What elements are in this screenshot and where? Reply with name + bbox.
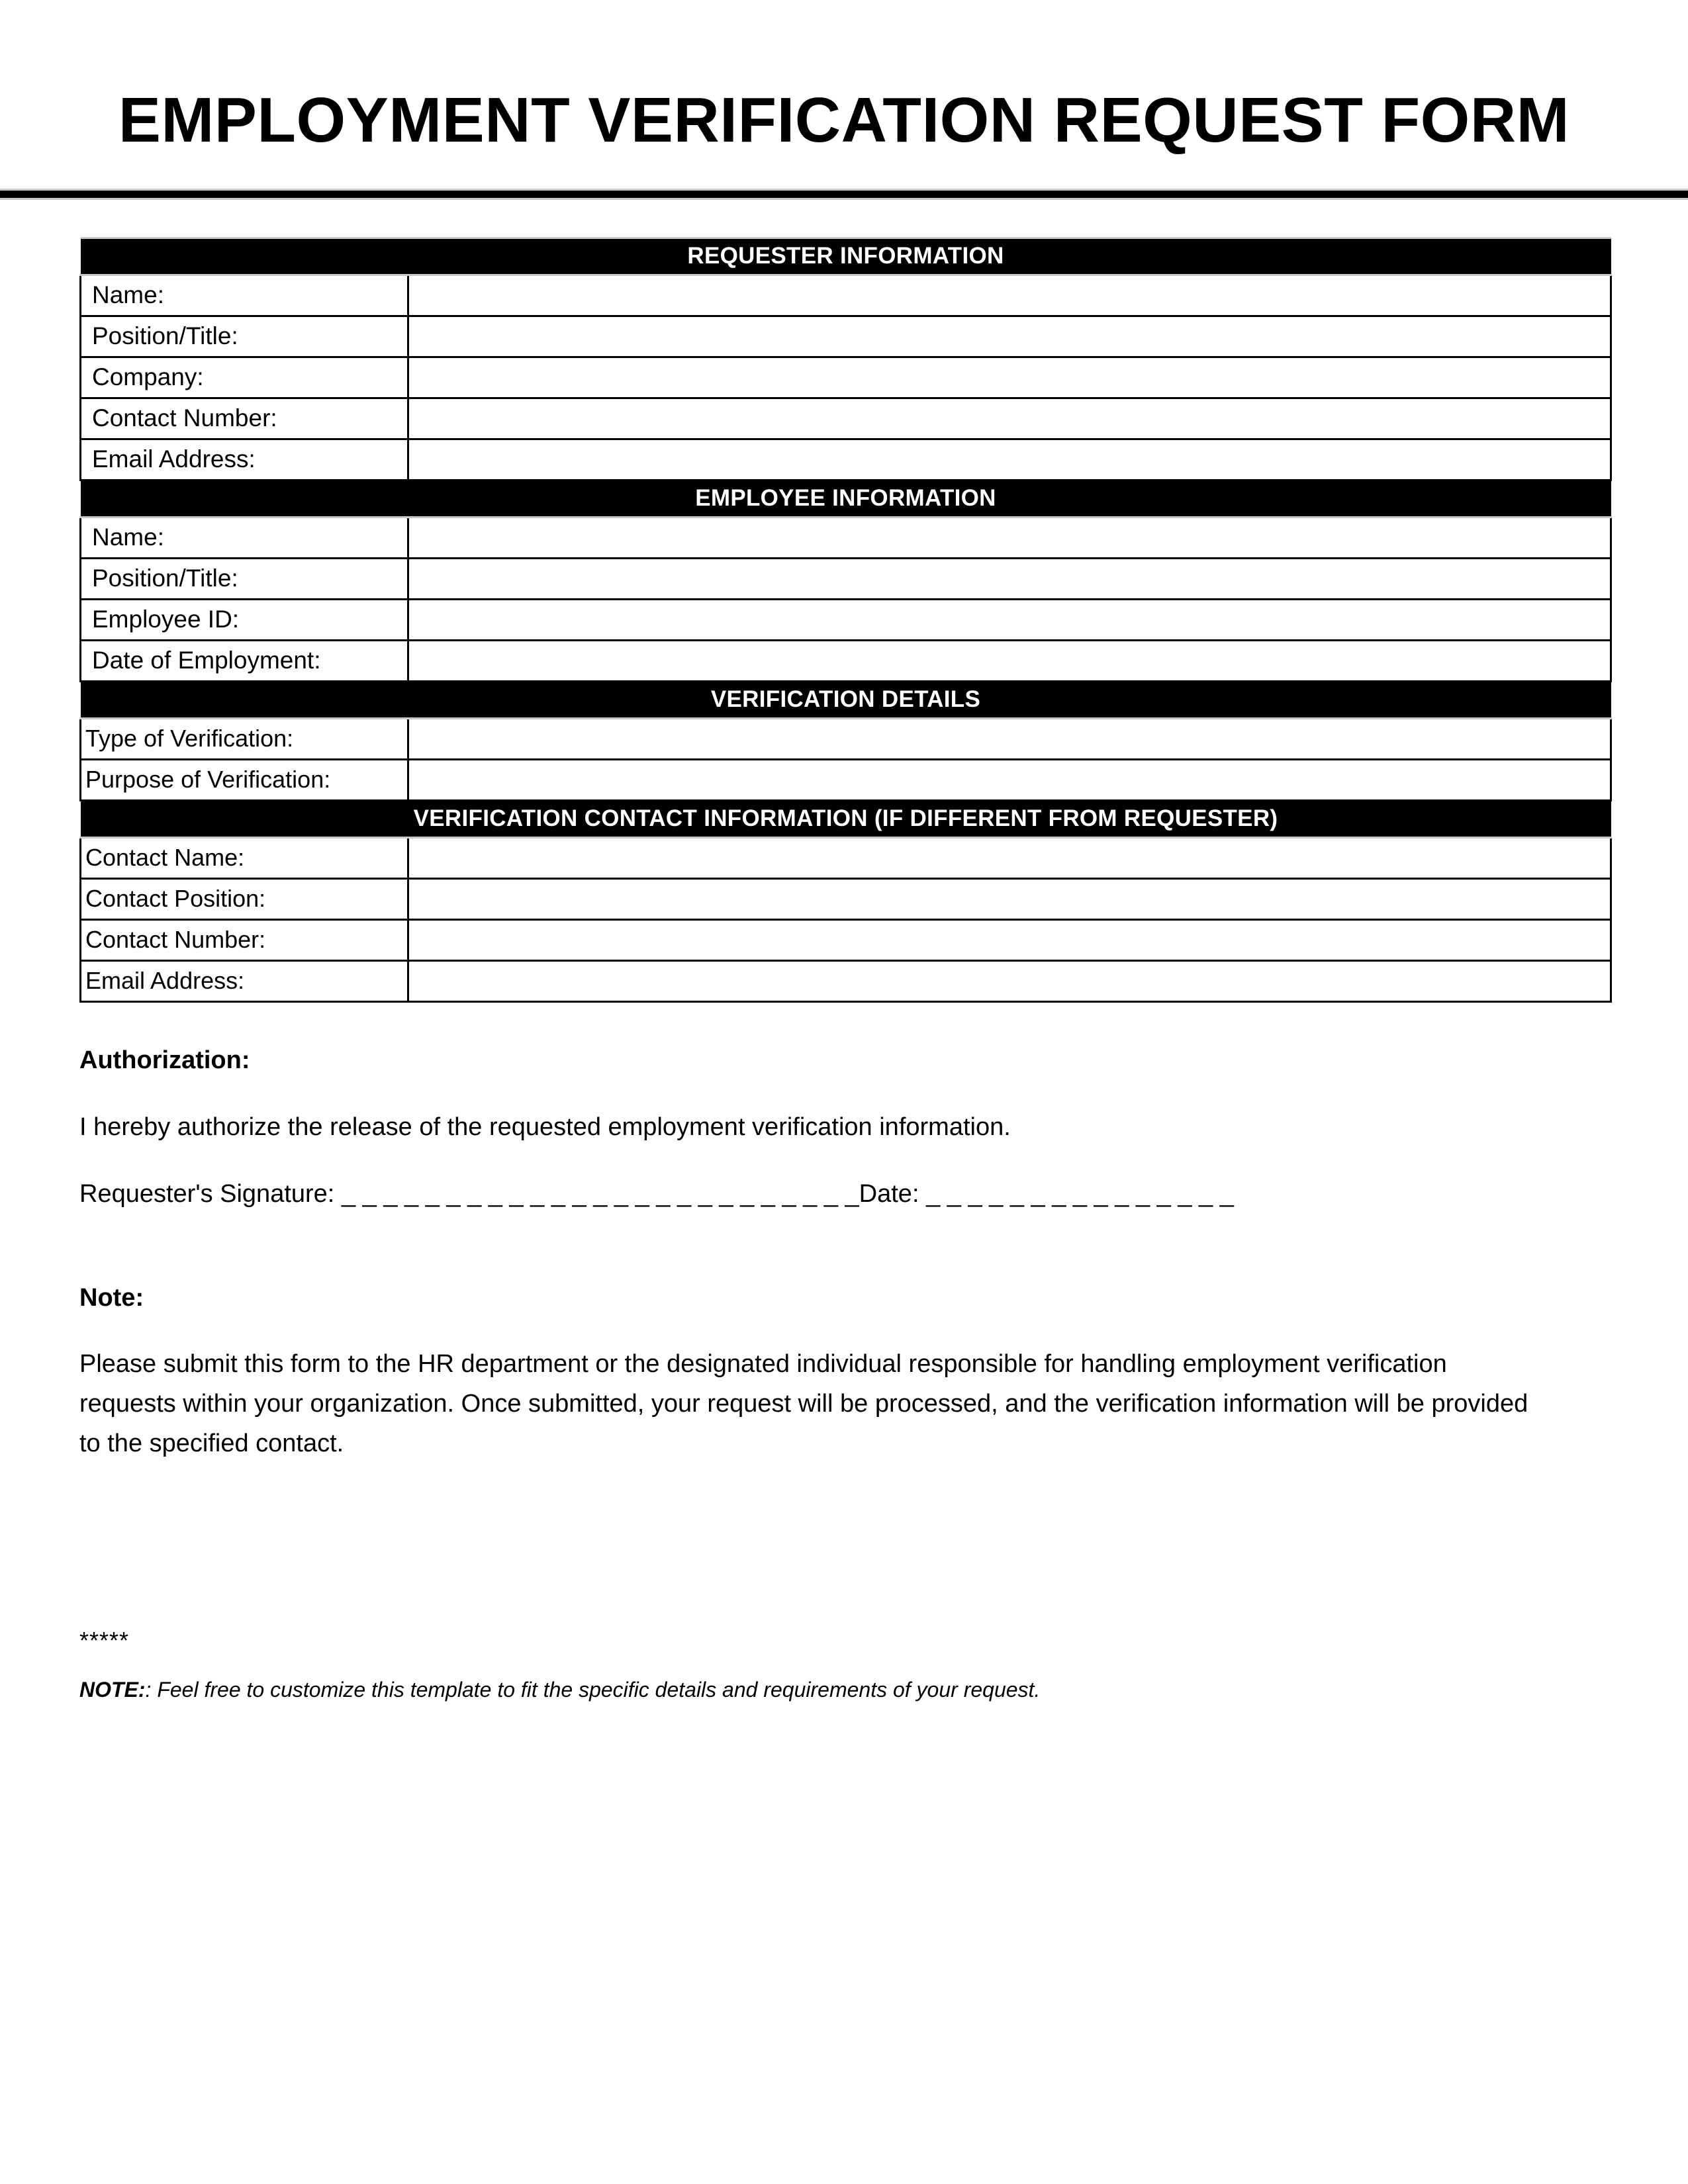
field-input-contact-name[interactable] xyxy=(408,837,1611,878)
signature-line-row xyxy=(79,1180,1609,1208)
section-header-label: EMPLOYEE INFORMATION xyxy=(81,480,1611,517)
table-row xyxy=(81,919,1611,960)
field-label: Contact Number: xyxy=(81,398,408,439)
field-input-employee-position[interactable] xyxy=(408,558,1611,599)
table-row xyxy=(81,439,1611,480)
field-label: Email Address: xyxy=(81,960,408,1001)
field-label: Purpose of Verification: xyxy=(81,759,408,800)
field-label: Contact Number: xyxy=(81,919,408,960)
table-row xyxy=(81,357,1611,398)
section-header-employee-information xyxy=(81,480,1611,517)
section-header-label: VERIFICATION DETAILS xyxy=(81,681,1611,718)
field-input-requester-name[interactable] xyxy=(408,275,1611,316)
field-input-contact-number[interactable] xyxy=(408,919,1611,960)
field-input-employee-name[interactable] xyxy=(408,517,1611,558)
footer-note xyxy=(79,1675,1609,1705)
note-body-text: Please submit this form to the HR department or the designated individual responsible for handling employment verification requests within your organization. Once submitted, your request will be processed, and the verification information will be provided to the specified contact. xyxy=(79,1349,1528,1457)
section-header-verification-contact-information xyxy=(81,800,1611,837)
field-label: Company: xyxy=(81,357,408,398)
field-input-requester-contact-number[interactable] xyxy=(408,398,1611,439)
field-label: Employee ID: xyxy=(81,599,408,640)
authorization-heading: Authorization: xyxy=(79,1046,250,1074)
field-label: Name: xyxy=(81,517,408,558)
table-row xyxy=(81,599,1611,640)
field-label: Date of Employment: xyxy=(81,640,408,681)
field-label: Position/Title: xyxy=(81,316,408,357)
field-input-contact-position[interactable] xyxy=(408,878,1611,919)
note-heading: Note: xyxy=(79,1283,144,1312)
section-header-requester-information xyxy=(81,238,1611,275)
field-input-requester-position[interactable] xyxy=(408,316,1611,357)
field-input-requester-email[interactable] xyxy=(408,439,1611,480)
field-label: Type of Verification: xyxy=(81,718,408,759)
section-header-verification-details xyxy=(81,681,1611,718)
field-label: Position/Title: xyxy=(81,558,408,599)
page-title: EMPLOYMENT VERIFICATION REQUEST FORM xyxy=(118,85,1570,156)
form-table-wrapper xyxy=(0,237,1688,1003)
field-input-requester-company[interactable] xyxy=(408,357,1611,398)
field-label: Contact Position: xyxy=(81,878,408,919)
date-blank-line[interactable]: _ _ _ _ _ _ _ _ _ _ _ _ _ _ _ xyxy=(926,1179,1234,1208)
table-row xyxy=(81,837,1611,878)
table-row xyxy=(81,558,1611,599)
field-label: Name: xyxy=(81,275,408,316)
table-row xyxy=(81,316,1611,357)
document-body xyxy=(0,1046,1688,1463)
footer-note-label: NOTE: xyxy=(79,1677,146,1702)
table-row xyxy=(81,398,1611,439)
table-row xyxy=(81,759,1611,800)
table-row xyxy=(81,718,1611,759)
document-footer xyxy=(0,1626,1688,1705)
field-label: Contact Name: xyxy=(81,837,408,878)
table-row xyxy=(81,517,1611,558)
section-header-label: REQUESTER INFORMATION xyxy=(81,238,1611,275)
field-input-type-of-verification[interactable] xyxy=(408,718,1611,759)
date-label: Date: xyxy=(859,1179,919,1208)
footer-note-text: : Feel free to customize this template to fit the specific details and requirements of your request. xyxy=(145,1677,1041,1702)
title-divider-rule xyxy=(0,189,1688,200)
field-input-contact-email[interactable] xyxy=(408,960,1611,1001)
table-row xyxy=(81,878,1611,919)
field-label: Email Address: xyxy=(81,439,408,480)
title-block xyxy=(0,0,1688,154)
section-header-label: VERIFICATION CONTACT INFORMATION (IF DIFFERENT FROM REQUESTER) xyxy=(81,800,1611,837)
signature-label: Requester's Signature: xyxy=(79,1179,335,1208)
authorization-statement: I hereby authorize the release of the requested employment verification information. xyxy=(79,1113,1011,1141)
field-input-employee-id[interactable] xyxy=(408,599,1611,640)
field-input-purpose-of-verification[interactable] xyxy=(408,759,1611,800)
table-row xyxy=(81,640,1611,681)
employment-verification-table xyxy=(79,237,1612,1003)
footer-separator: ***** xyxy=(79,1626,130,1654)
table-row xyxy=(81,275,1611,316)
signature-blank-line[interactable]: _ _ _ _ _ _ _ _ _ _ _ _ _ _ _ _ _ _ _ _ _ _ _ _ _ xyxy=(341,1179,859,1208)
table-row xyxy=(81,960,1611,1001)
field-input-date-of-employment[interactable] xyxy=(408,640,1611,681)
